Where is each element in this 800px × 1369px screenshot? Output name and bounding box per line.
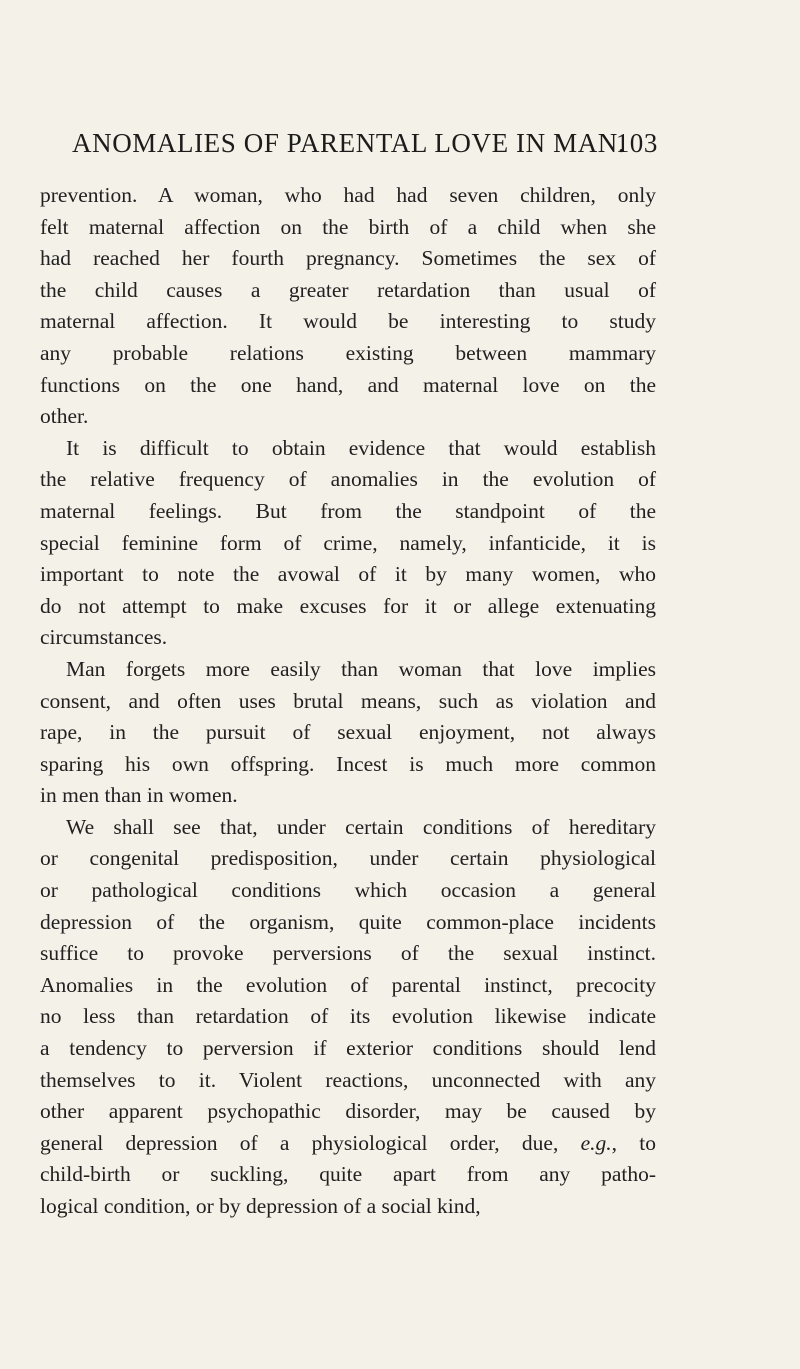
text-line: depression of the organism, quite common-place incidents xyxy=(40,909,656,934)
text-line: special feminine form of crime, namely, infanticide, it is xyxy=(40,530,656,555)
body-text xyxy=(40,180,656,1223)
text-line: themselves to it. Violent reactions, unconnected with any xyxy=(40,1067,656,1092)
paragraph xyxy=(40,654,656,812)
text-line: maternal feelings. But from the standpoint of the xyxy=(40,498,656,523)
page-number: 103 xyxy=(615,128,658,158)
text-line: circumstances. xyxy=(40,625,168,650)
text-line: felt maternal affection on the birth of a child when she xyxy=(40,214,656,239)
chapter-title: ANOMALIES OF PARENTAL LOVE IN MAN. xyxy=(72,128,626,158)
paragraph xyxy=(40,812,656,1223)
paragraph xyxy=(40,433,656,654)
text-line: We shall see that, under certain conditions of hereditary xyxy=(66,814,656,839)
text-line: child-birth or suckling, quite apart from any patho- xyxy=(40,1162,656,1187)
text-line: important to note the avowal of it by many women, who xyxy=(40,562,656,587)
running-head xyxy=(72,128,658,168)
text-line: functions on the one hand, and maternal love on the xyxy=(40,372,656,397)
text-line: other apparent psychopathic disorder, may be caused by xyxy=(40,1099,656,1124)
text-line: maternal affection. It would be interesting to study xyxy=(40,309,656,334)
text-line: rape, in the pursuit of sexual enjoyment, not always xyxy=(40,720,656,745)
text-line: a tendency to perversion if exterior conditions should lend xyxy=(40,1036,656,1061)
text-line: any probable relations existing between mammary xyxy=(40,340,656,365)
text-line: sparing his own offspring. Incest is much more common xyxy=(40,751,656,776)
text-line: logical condition, or by depression of a social kind, xyxy=(40,1194,481,1218)
text-line: Man forgets more easily than woman that love implies xyxy=(66,656,656,681)
text-line: in men than in women. xyxy=(40,783,238,808)
text-line: prevention. A woman, who had had seven children, only xyxy=(40,183,656,207)
text-line: It is difficult to obtain evidence that would establish xyxy=(66,435,656,460)
text-line: the child causes a greater retardation than usual of xyxy=(40,277,656,302)
paragraph xyxy=(40,180,656,433)
text-line: general depression of a physiological order, due, e.g., to xyxy=(40,1130,656,1155)
text-line: had reached her fourth pregnancy. Sometimes the sex of xyxy=(40,246,656,271)
text-line: or congenital predisposition, under certain physiological xyxy=(40,846,656,871)
text-line: suffice to provoke perversions of the sexual instinct. xyxy=(40,941,656,966)
text-line: Anomalies in the evolution of parental instinct, precocity xyxy=(40,972,656,997)
text-line: other. xyxy=(40,404,89,429)
text-line: or pathological conditions which occasion a general xyxy=(40,878,656,903)
text-line: consent, and often uses brutal means, such as violation and xyxy=(40,688,656,713)
text-line: the relative frequency of anomalies in the evolution of xyxy=(40,467,656,492)
text-line: do not attempt to make excuses for it or allege extenuating xyxy=(40,593,656,618)
text-line: no less than retardation of its evolution likewise indicate xyxy=(40,1004,656,1029)
